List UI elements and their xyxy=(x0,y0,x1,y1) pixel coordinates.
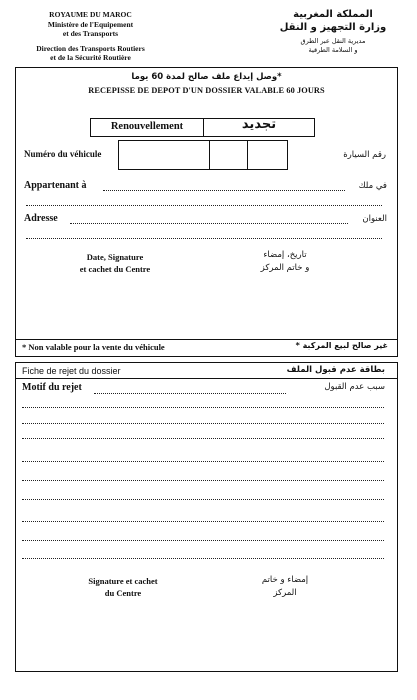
rejection-signature-fr xyxy=(68,575,178,599)
header-direction: Direction des Transports Routiers xyxy=(36,43,145,53)
renewal-label-ar: تجديد xyxy=(241,117,277,132)
rejection-line-5[interactable] xyxy=(22,461,384,462)
receipt-signature-ar-2: و خاتم المركز xyxy=(260,263,310,273)
rejection-line-7[interactable] xyxy=(22,499,384,500)
receipt-note: * Non valable pour la vente du véhicule xyxy=(22,342,165,352)
address-line-2[interactable] xyxy=(26,238,382,239)
owner-label-ar: في ملك xyxy=(358,181,387,191)
address-label-ar: العنوان xyxy=(362,214,387,224)
vehicle-number-grid xyxy=(118,140,288,170)
rejection-motif-label: Motif du rejet xyxy=(22,382,82,393)
receipt-title: RECEPISSE DE DEPOT D'UN DOSSIER VALABLE 60 JOURS xyxy=(88,86,325,95)
header-kingdom: ROYAUME DU MAROC xyxy=(49,10,132,19)
rejection-signature-fr-1: Signature et cachet xyxy=(88,576,158,586)
rejection-line-1[interactable] xyxy=(94,393,286,394)
rejection-line-9[interactable] xyxy=(22,540,384,541)
rejection-title-divider xyxy=(15,378,398,379)
receipt-title-ar: *وصل إيداع ملف صالح لمدة 60 يوما xyxy=(131,72,282,82)
header-direction-2: et de la Sécurité Routière xyxy=(50,53,131,62)
rejection-signature-ar-2: المركز xyxy=(273,588,297,598)
rejection-line-8[interactable] xyxy=(22,521,384,522)
vehicle-number-label: Numéro du véhicule xyxy=(24,149,102,159)
rejection-line-4[interactable] xyxy=(22,438,384,439)
renewal-label: Renouvellement xyxy=(110,121,184,132)
rejection-signature-ar-1: إمضاء و خاتم xyxy=(261,575,309,585)
rejection-signature-fr-2: du Centre xyxy=(104,588,142,598)
receipt-signature-ar xyxy=(245,249,325,275)
header-direction-ar-2: و السلامة الطرقية xyxy=(308,46,358,54)
rejection-motif-label-ar: سبب عدم القبول xyxy=(324,382,385,392)
rejection-signature-ar xyxy=(245,574,325,600)
header-kingdom-ar: المملكة المغربية xyxy=(293,9,373,20)
header-left xyxy=(18,10,163,63)
rejection-line-6[interactable] xyxy=(22,480,384,481)
receipt-signature-fr-1: Date, Signature xyxy=(86,252,144,262)
rejection-line-10[interactable] xyxy=(22,558,384,559)
receipt-signature-fr xyxy=(60,251,170,275)
header-ministry-2: et des Transports xyxy=(62,29,119,38)
receipt-signature-ar-1: تاريخ، إمضاء xyxy=(263,250,307,260)
header-ministry-ar: وزارة التجهيز و النقل xyxy=(279,22,387,33)
address-line-1[interactable] xyxy=(70,223,348,224)
header-ministry: Ministère de l'Equipement xyxy=(47,19,134,29)
renewal-divider xyxy=(203,118,204,137)
rejection-title-ar: بطاقة عدم قبول الملف xyxy=(286,365,385,375)
vehicle-number-sep-1 xyxy=(209,140,210,170)
receipt-frame xyxy=(15,67,398,357)
rejection-line-3[interactable] xyxy=(22,423,384,424)
owner-line-2[interactable] xyxy=(26,205,382,206)
vehicle-number-label-ar: رقم السيارة xyxy=(343,150,386,160)
vehicle-number-sep-2 xyxy=(247,140,248,170)
owner-line-1[interactable] xyxy=(103,190,345,191)
owner-label: Appartenant à xyxy=(24,180,87,191)
header-right xyxy=(268,8,398,55)
address-label: Adresse xyxy=(24,213,58,224)
receipt-signature-fr-2: et cachet du Centre xyxy=(79,264,151,274)
rejection-title: Fiche de rejet du dossier xyxy=(22,366,121,376)
rejection-line-2[interactable] xyxy=(22,407,384,408)
receipt-note-divider xyxy=(15,339,398,340)
header-direction-ar: مديرية النقل عبر الطرق xyxy=(300,37,366,45)
receipt-note-ar: غير صالح لبيع المركبة * xyxy=(295,341,388,350)
rejection-frame xyxy=(15,362,398,672)
